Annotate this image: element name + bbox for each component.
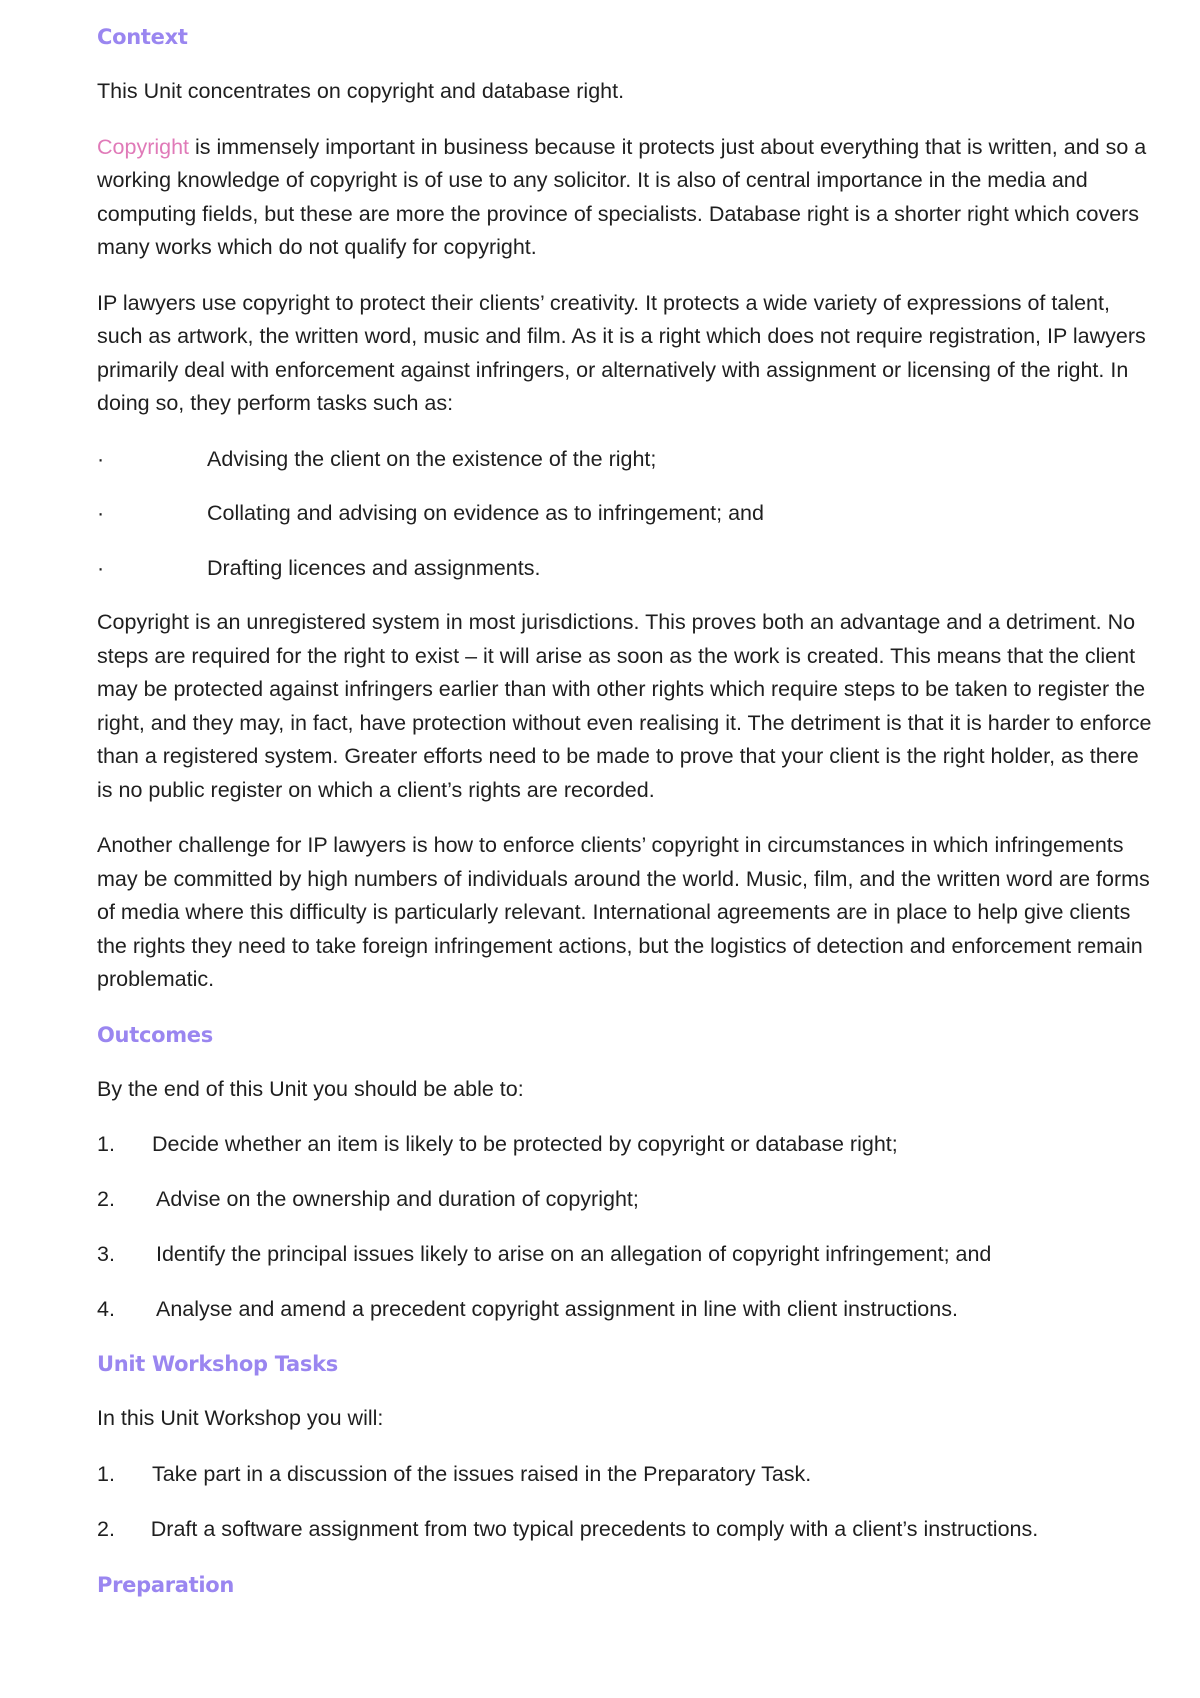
outcome-text: Identify the principal issues likely to arise on an allegation of copyright infringement; and	[156, 1242, 992, 1266]
bullet-item	[97, 443, 1160, 477]
outcome-text: Advise on the ownership and duration of copyright;	[156, 1186, 639, 1211]
outcome-number: 4.	[97, 1296, 115, 1321]
context-paragraph-1: This Unit concentrates on copyright and database right.	[97, 79, 625, 103]
context-paragraph-4: Copyright is an unregistered system in most jurisdictions. This proves both an advantage and a detriment. No steps are required for the right to exist – it will arise as soon as the work is created. This means that the client may be protected against infringers earlier than with other rights which require steps to be taken to register the right, and they may, in fact, have protection without even realising it. The detriment is that it is harder to enforce than a registered system. Greater efforts need to be made to prove that your client is the right holder, as there is no public register on which a client’s rights are recorded.	[97, 610, 1152, 802]
outcome-item	[97, 1128, 1160, 1162]
bullet-mark: ·	[97, 446, 105, 471]
workshop-item-2	[97, 1513, 1160, 1547]
workshop-number: 1.	[97, 1461, 115, 1486]
bullet-text: Collating and advising on evidence as to infringement; and	[207, 501, 764, 525]
workshop-intro: In this Unit Workshop you will:	[97, 1406, 384, 1430]
context-heading: Context	[97, 25, 188, 49]
context-paragraph-2	[97, 131, 1160, 265]
preparation-heading: Preparation	[97, 1572, 235, 1597]
outcome-number: 2.	[97, 1186, 115, 1211]
outcome-item	[97, 1183, 1160, 1217]
workshop-item	[97, 1458, 1160, 1492]
context-paragraph-3: IP lawyers use copyright to protect their clients’ creativity. It protects a wide variety of expressions of talent, such as artwork, the written word, music and film. As it is a right which does not require registration, IP lawyers primarily deal with enforcement against infringers, or alternatively with assignment or licensing of the right. In doing so, they perform tasks such as:	[97, 290, 1146, 415]
workshop-heading: Unit Workshop Tasks	[97, 1352, 338, 1376]
bullet-text: Drafting licences and assignments.	[207, 555, 541, 580]
bullet-mark: ·	[97, 501, 105, 525]
workshop-number: 2.	[97, 1517, 115, 1541]
bullet-mark: ·	[97, 555, 105, 580]
outcomes-heading: Outcomes	[97, 1022, 213, 1047]
bullet-item	[97, 552, 1160, 586]
workshop-text: Take part in a discussion of the issues raised in the Preparatory Task.	[152, 1461, 812, 1486]
outcomes-intro: By the end of this Unit you should be able to:	[97, 1076, 524, 1101]
context-paragraph-5: Another challenge for IP lawyers is how to enforce clients’ copyright in circumstances in which infringements may be committed by high numbers of individuals around the world. Music, film, and the written word are forms of media where this difficulty is particularly relevant. International agreements are in place to help give clients the rights they need to take foreign infringement actions, but the logistics of detection and enforcement remain problematic.	[97, 833, 1150, 991]
bullet-text: Advising the client on the existence of the right;	[207, 446, 657, 471]
bullet-item	[97, 497, 1160, 531]
workshop-text: Draft a software assignment from two typical precedents to comply with a client’s instructions.	[150, 1517, 1039, 1541]
outcome-text: Analyse and amend a precedent copyright assignment in line with client instructions.	[156, 1296, 958, 1321]
context-paragraph-2-text: is immensely important in business because it protects just about everything that is written, and so a working knowledge of copyright is of use to any solicitor. It is also of central importance in the media and computing fields, but these are more the province of specialists. Database right is a shorter right which covers many works which do not qualify for copyright.	[97, 134, 1147, 259]
outcome-item	[97, 1293, 1160, 1327]
copyright-link[interactable]: Copyright	[97, 134, 190, 159]
outcome-number: 1.	[97, 1132, 115, 1156]
outcome-number: 3.	[97, 1242, 115, 1266]
outcome-text: Decide whether an item is likely to be protected by copyright or database right;	[152, 1132, 898, 1156]
outcome-item	[97, 1238, 1160, 1272]
